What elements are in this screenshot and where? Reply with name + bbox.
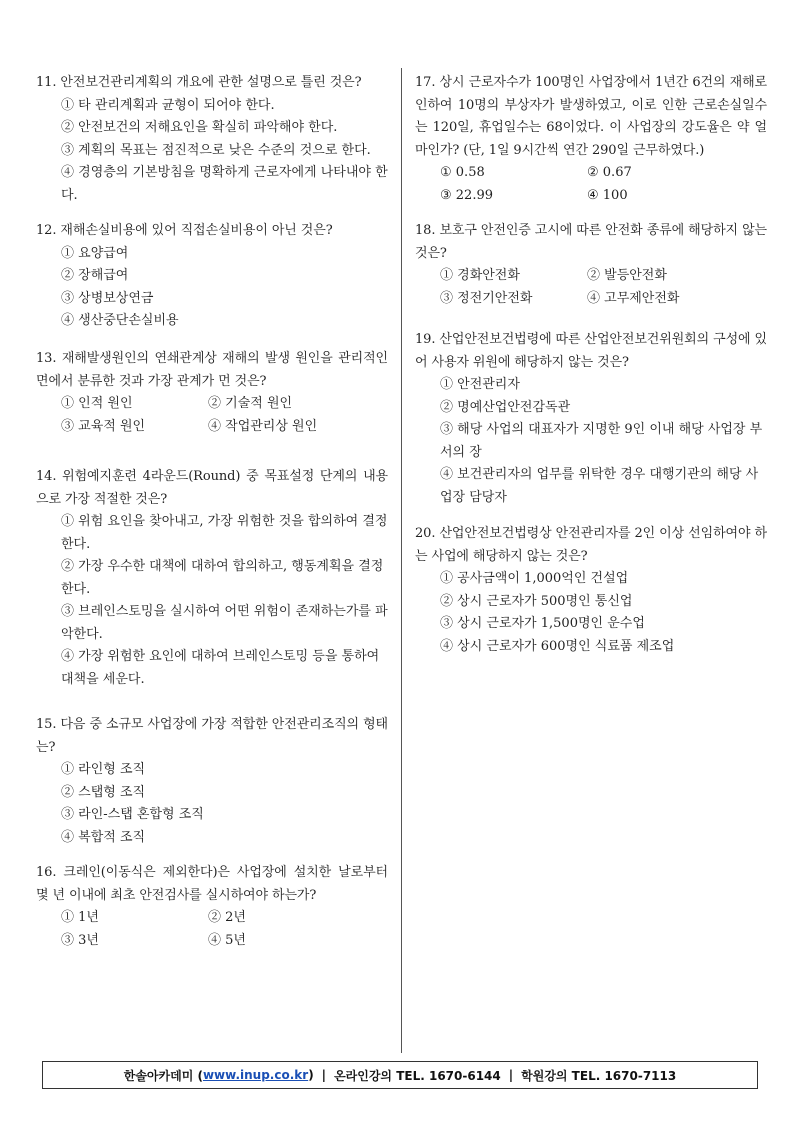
question-19 [415, 329, 767, 509]
option-1: ① 라인형 조직 [61, 762, 146, 777]
footer-separator: | [508, 1068, 514, 1082]
option-3: ③ 상시 근로자가 1,500명인 운수업 [440, 616, 645, 631]
option-2: ② 발등안전화 [587, 268, 667, 283]
question-text: 19. 산업안전보건법령에 따른 산업안전보건위원회의 구성에 있어 사용자 위원에 해당하지 않는 것은? [415, 332, 767, 370]
option-2: ② 스탭형 조직 [61, 784, 146, 800]
option-3: ③ 브레인스토밍을 실시하여 어떤 위험이 존재하는가를 파악한다. [61, 604, 388, 642]
option-1: ① 위험 요인을 찾아내고, 가장 위험한 것을 합의하여 결정한다. [61, 514, 388, 552]
question-text: 13. 재해발생원인의 연쇄관계상 재해의 발생 원인을 관리적인 면에서 분류한 것과 가장 관계가 먼 것은? [36, 351, 388, 389]
option-3: ③ 22.99 [440, 187, 494, 203]
academy-name-close: ) [308, 1068, 314, 1082]
footer-separator: | [321, 1068, 327, 1082]
option-3: ③ 교육적 원인 [61, 418, 146, 434]
question-16 [36, 862, 388, 952]
question-text: 18. 보호구 안전인증 고시에 따른 안전화 종류에 해당하지 않는 것은? [415, 223, 767, 261]
option-1: ① 경화안전화 [440, 268, 520, 283]
question-text: 14. 위험예지훈련 4라운드(Round) 중 목표설정 단계의 내용으로 가장 적절한 것은? [36, 469, 388, 507]
option-1: ① 1년 [61, 910, 99, 925]
question-17 [415, 72, 767, 207]
option-4: ④ 경영층의 기본방침을 명확하게 근로자에게 나타내야 한다. [61, 165, 388, 203]
option-1: ① 요양급여 [61, 245, 129, 261]
option-2: ② 상시 근로자가 500명인 통신업 [440, 593, 633, 609]
option-2: ② 명예산업안전감독관 [440, 399, 571, 415]
option-3: ③ 라인-스탭 혼합형 조직 [61, 807, 204, 822]
option-3: ③ 3년 [61, 932, 99, 948]
question-11 [36, 72, 388, 207]
option-4: ④ 100 [587, 187, 628, 203]
option-2: ② 가장 우수한 대책에 대하여 합의하고, 행동계획을 결정한다. [61, 559, 384, 597]
option-1: ① 안전관리자 [440, 377, 520, 392]
option-4: ④ 생산중단손실비용 [61, 313, 179, 328]
question-text: 17. 상시 근로자수가 100명인 사업장에서 1년간 6건의 재해로 인하여 10명의 부상자가 발생하였고, 이로 인한 근로손실일수는 120일, 휴업일수는 68이었다. 이 사업장의 강도율은 약 얼마인가? (단, 1일 9시간씩 연간 290일 근무하였다.) [415, 75, 767, 158]
option-4: ④ 고무제안전화 [587, 290, 680, 306]
online-lecture-tel: 온라인강의 TEL. 1670-6144 [334, 1068, 501, 1083]
question-text: 12. 재해손실비용에 있어 직접손실비용이 아닌 것은? [36, 223, 333, 238]
option-4: ④ 상시 근로자가 600명인 식료품 제조업 [440, 638, 675, 654]
column-divider [401, 68, 402, 1053]
question-text: 15. 다음 중 소규모 사업장에 가장 적합한 안전관리조직의 형태는? [36, 717, 388, 755]
question-text: 20. 산업안전보건법령상 안전관리자를 2인 이상 선임하여야 하는 사업에 해당하지 않는 것은? [415, 526, 767, 564]
option-1: ① 0.58 [440, 165, 485, 180]
option-4: ④ 가장 위험한 요인에 대하여 브레인스토밍 등을 통하여 대책을 세운다. [61, 649, 380, 687]
footer-bar [42, 1061, 758, 1089]
option-2: ② 2년 [208, 910, 246, 925]
offline-lecture-tel: 학원강의 TEL. 1670-7113 [521, 1068, 677, 1083]
option-2: ② 기술적 원인 [208, 396, 293, 411]
question-12 [36, 220, 388, 333]
academy-name: 한솔아카데미 ( [123, 1068, 203, 1083]
option-3: ③ 계획의 목표는 점진적으로 낮은 수준의 것으로 한다. [61, 142, 371, 158]
question-text: 11. 안전보건관리계획의 개요에 관한 설명으로 틀린 것은? [36, 75, 362, 90]
question-15 [36, 714, 388, 849]
option-2: ② 안전보건의 저해요인을 확실히 파악해야 한다. [61, 120, 338, 135]
question-14 [36, 466, 388, 691]
option-4: ④ 복합적 조직 [61, 829, 146, 845]
question-18 [415, 220, 767, 310]
option-4: ④ 보건관리자의 업무를 위탁한 경우 대행기관의 해당 사업장 담당자 [440, 467, 759, 505]
option-1: ① 인적 원인 [61, 396, 133, 411]
option-2: ② 장해급여 [61, 268, 129, 283]
option-4: ④ 작업관리상 원인 [208, 418, 318, 434]
question-13 [36, 348, 388, 438]
option-3: ③ 상병보상연금 [61, 290, 154, 306]
option-1: ① 타 관리계획과 균형이 되어야 한다. [61, 97, 275, 113]
question-20 [415, 523, 767, 658]
option-2: ② 0.67 [587, 165, 632, 180]
option-4: ④ 5년 [208, 932, 246, 948]
academy-url-link[interactable]: www.inup.co.kr [202, 1068, 309, 1082]
option-1: ① 공사금액이 1,000억인 건설업 [440, 571, 629, 586]
question-text: 16. 크레인(이동식은 제외한다)은 사업장에 설치한 날로부터 몇 년 이내에 최초 안전검사를 실시하여야 하는가? [36, 865, 388, 903]
option-3: ③ 해당 사업의 대표자가 지명한 9인 이내 해당 사업장 부서의 장 [440, 422, 763, 460]
option-3: ③ 정전기안전화 [440, 290, 533, 306]
